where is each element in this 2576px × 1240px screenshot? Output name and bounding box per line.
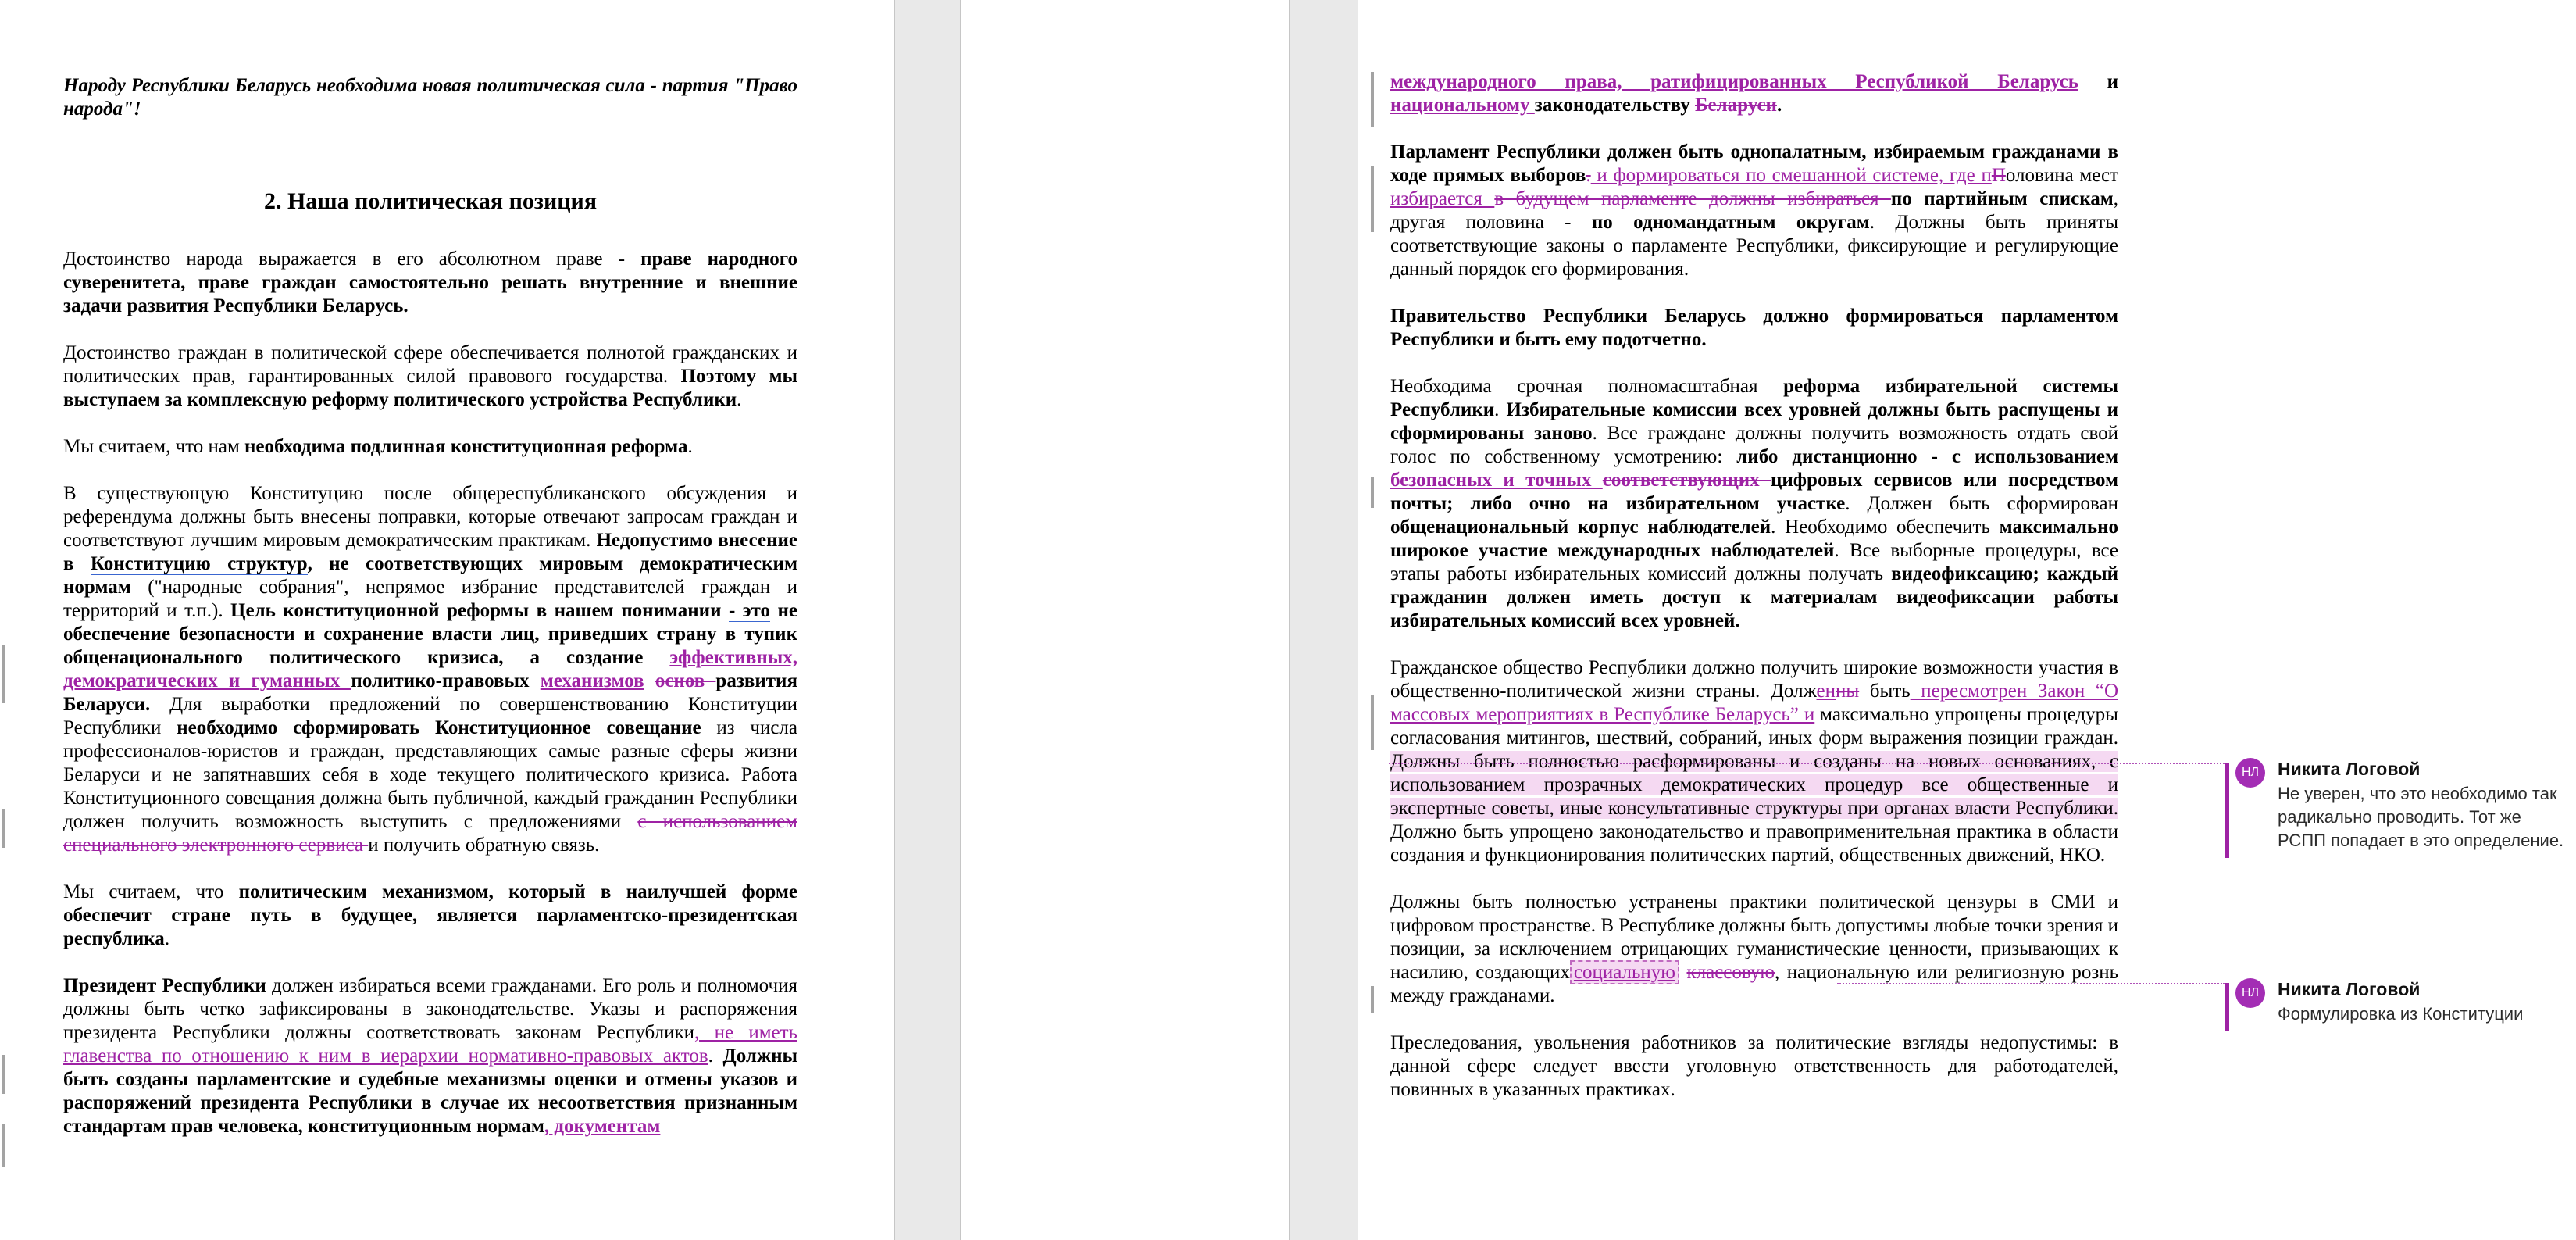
text-run: безопасных и точных: [1390, 470, 1603, 491]
text-run: , документам: [544, 1116, 661, 1137]
page-1-text[interactable]: [63, 74, 797, 1162]
comment-thread-bar[interactable]: [2225, 983, 2229, 1031]
text-run: 2. Наша политическая позиция: [263, 188, 598, 214]
text-run: [644, 670, 655, 691]
comment-connector-line: [1837, 983, 2225, 984]
change-bar: [2, 1124, 5, 1167]
paragraph[interactable]: [63, 482, 797, 857]
text-run: П: [1991, 165, 2006, 186]
text-run: Для выработки предложений по совершенствованию Конституции Республики: [63, 694, 797, 738]
text-run: .: [1586, 165, 1591, 186]
text-run: Цель конституционной реформы в нашем понимании: [230, 600, 729, 621]
text-run: и получить обратную связь.: [368, 834, 600, 856]
text-run: ны: [1836, 681, 1860, 702]
text-run: быть: [1859, 681, 1911, 702]
text-run: либо дистанционно - с использованием: [1736, 446, 2118, 467]
text-run: политико-правовых: [351, 670, 541, 691]
text-run: по одномандатным округам: [1591, 212, 1870, 233]
text-run: механизмов: [540, 670, 644, 691]
change-bar: [1371, 986, 1374, 1013]
text-run: . Должен быть сформирован: [1845, 493, 2118, 514]
paragraph[interactable]: [1390, 656, 2118, 867]
text-run: избирается: [1390, 188, 1495, 209]
text-run: ен: [1816, 681, 1836, 702]
text-run: законодательству: [1534, 95, 1695, 116]
document-slogan[interactable]: [63, 74, 797, 121]
text-run: . Все выборные процедуры, все этапы работы избирательных комиссий должны получать: [1390, 540, 2118, 584]
change-bar: [2, 809, 5, 848]
text-run: национальному: [1390, 95, 1535, 116]
avatar: НЛ: [2235, 978, 2265, 1008]
text-run: международного права, ратифицированных Республикой Беларусь: [1390, 71, 2078, 92]
text-run: .: [1776, 95, 1782, 116]
text-run: .: [708, 1045, 723, 1067]
change-bar: [1371, 477, 1374, 508]
text-run: классовую: [1686, 962, 1775, 983]
comment-card[interactable]: [2235, 758, 2571, 852]
paragraph[interactable]: [1390, 141, 2118, 281]
change-bar: [1371, 166, 1374, 232]
text-run: Должны быть полностью устранены практики политической цензуры в СМИ и цифровом пространстве. В Республике должны быть допустимы любые точки зрения и позиции, за исключением отрицающих гуманистические ценности, призывающих к насилию, создающих: [1390, 892, 2118, 983]
text-run: Должно быть упрощено законодательство и правоприменительная практика в области создания и функционирования политических партий, общественных движений, НКО.: [1390, 821, 2118, 866]
comment-anchor-text[interactable]: социальную: [1570, 960, 1679, 984]
text-run: эффективных, демократических и гуманных: [63, 647, 797, 691]
text-run: не обеспечение безопасности и сохранение власти лиц, приведших страну в тупик общенационального политического кризиса, а создание: [63, 600, 797, 668]
comment-connector-line: [1389, 763, 2225, 764]
text-run: Мы считаем, что нам: [63, 436, 245, 457]
text-run: по партийным спискам: [1890, 188, 2114, 209]
text-run: Президент Республики: [63, 975, 272, 996]
text-run: должен избираться всеми гражданами. Его роль и полномочия должны быть четко зафиксированы в законодательстве. Указы и распоряжения президента Республики должны соответствовать законам Республики: [63, 975, 797, 1043]
text-run: .: [687, 436, 693, 457]
section-heading[interactable]: [63, 190, 797, 213]
comment-card[interactable]: [2235, 978, 2571, 1026]
text-run: Преследования, увольнения работников за политические взгляды недопустимы: в данной сфере следует ввести уголовную ответственность для работодателей, повинных в указанных практиках.: [1390, 1032, 2118, 1100]
page-2-text[interactable]: [1390, 70, 2118, 1125]
text-run: Конституцию структур: [91, 553, 308, 577]
text-run: - это: [729, 600, 770, 624]
comment-body: Формулировка из Конституции: [2278, 1004, 2524, 1024]
paragraph[interactable]: [63, 435, 797, 459]
text-run: необходимо сформировать Конституционное совещание: [177, 717, 717, 738]
change-bar: [2, 1055, 5, 1094]
paragraph[interactable]: [1390, 375, 2118, 633]
text-run: , не иметь главенства по отношению к ним в иерархии нормативно-правовых актов: [63, 1022, 797, 1067]
text-run: , национальную или религиозную рознь между гражданами.: [1390, 962, 2119, 1006]
change-bar: [2, 645, 5, 703]
text-run: Гражданское общество Республики должно получить широкие возможности участия в общественно-политической жизни страны. Долж: [1390, 657, 2118, 702]
text-run: и: [2078, 71, 2118, 92]
text-run: в будущем парламенте должны избираться: [1494, 188, 1891, 209]
text-run: цифровых сервисов или посредством почты; либо очно на избирательном участке: [1390, 470, 2118, 514]
text-run: из числа профессионалов-юристов и граждан, представляющих самые разные сферы жизни Беларуси и не запятнавших себя в ходе текущего политического кризиса. Работа Конституционного совещания должна быть публичной, каждый гражданин Республики должен получить возможность выступить с предложениями: [63, 717, 797, 832]
paragraph[interactable]: [1390, 891, 2118, 1008]
text-run: развития Беларуси.: [63, 670, 797, 715]
text-run: Поэтому мы выступаем за комплексную реформу политического устройства Республики: [63, 366, 798, 410]
text-run: основ: [655, 670, 716, 691]
text-run: видеофиксацию; каждый гражданин должен иметь доступ к материалам видеофиксации работы избирательных комиссий всех уровней.: [1390, 563, 2118, 631]
text-run: Недопустимо внесение в: [63, 530, 797, 574]
paragraph[interactable]: [63, 341, 797, 412]
text-run: максимально упрощены процедуры согласования митингов, шествий, собраний, иных форм выражения позиции граждан.: [1390, 704, 2118, 749]
text-run: . Все граждане должны получить возможность отдать свой голос по собственному усмотрению:: [1390, 423, 2119, 467]
text-run: соответствующих: [1602, 470, 1771, 491]
text-run: Избирательные комиссии всех уровней должны быть распущены и сформированы заново: [1390, 399, 2119, 444]
text-run: Необходима срочная полномасштабная: [1390, 376, 1784, 397]
text-run: Народу Республики Беларусь необходима новая политическая сила - партия "Право народа"!: [63, 75, 797, 120]
text-run: Правительство Республики Беларусь должно формироваться парламентом Республики и быть ему подотчетно.: [1390, 306, 2118, 350]
text-run: Достоинство граждан в политической сфере обеспечивается полнотой гражданских и политических прав, гарантированных силой правового государства.: [63, 342, 797, 387]
text-run: максимально широкое участие международных наблюдателей: [1390, 516, 2118, 561]
paragraph[interactable]: [63, 881, 797, 951]
text-run: общенациональный корпус наблюдателей: [1390, 516, 1771, 538]
change-bar: [1371, 72, 1374, 127]
text-run: Беларуси: [1695, 95, 1777, 116]
text-run: праве народного суверенитета, праве граждан самостоятельно решать внутренние и внешние задачи развития Республики Беларусь.: [63, 248, 797, 316]
comment-author: Никита Логовой: [2278, 759, 2421, 779]
text-run: политическим механизмом, который в наилучшей форме обеспечит стране путь в будущее, является парламентско-президентская республика: [63, 881, 797, 949]
text-run: необходима подлинная конституционная реформа: [244, 436, 688, 457]
text-run: . Должны быть приняты соответствующие законы о парламенте Республики, фиксирующие и регулирующие данный порядок его формирования.: [1390, 212, 2118, 280]
text-run: Должны быть созданы парламентские и судебные механизмы оценки и отмены указов и распоряжений президента Республики в случае их несоответствия признанным стандартам прав человека, конституционным нормам: [63, 1045, 797, 1137]
text-run: Достоинство народа выражается в его абсолютном праве -: [63, 248, 641, 270]
comment-author: Никита Логовой: [2278, 979, 2421, 999]
comment-thread-bar[interactable]: [2225, 763, 2229, 858]
text-run: пересмотрен Закон “О массовых мероприятиях в Республике Беларусь” и: [1390, 681, 2119, 725]
text-run: реформа избирательной системы Республики: [1390, 376, 2118, 420]
paragraph[interactable]: [63, 248, 797, 318]
text-run: Мы считаем, что: [63, 881, 239, 902]
comment-body: Не уверен, что это необходимо так радикально проводить. Тот же РСПП попадает в это определение.: [2278, 784, 2564, 850]
page-gap-band: [1289, 0, 1358, 1240]
text-run: и формироваться по смешанной системе, где п: [1590, 165, 1992, 186]
text-run: Парламент Республики должен быть однопалатным, избираемым гражданами в ходе прямых выборов: [1390, 141, 2118, 186]
text-run: .: [737, 389, 742, 410]
text-run: ("народные собрания", непрямое избрание представителей граждан и территорий и т.п.).: [63, 577, 797, 621]
change-bar: [1371, 695, 1374, 750]
text-run: с использованием специального электронного сервиса: [63, 811, 797, 856]
text-run: В существующую Конституцию после общереспубликанского обсуждения и референдума должны быть внесены поправки, которые отвечают запросам граждан и соответствуют лучшим мировым демократическим практикам.: [63, 483, 797, 551]
continued-paragraph[interactable]: [1390, 70, 2118, 117]
text-run: .: [1494, 399, 1507, 420]
text-run: . Необходимо обеспечить: [1771, 516, 2000, 538]
page-gap-band: [894, 0, 961, 1240]
text-run: .: [164, 928, 170, 949]
paragraph[interactable]: [63, 974, 797, 1138]
avatar: НЛ: [2235, 758, 2265, 788]
text-run: , другая половина -: [1390, 188, 2119, 233]
paragraph[interactable]: [1390, 1031, 2118, 1102]
comment-anchor-text[interactable]: Должны быть полностью расформированы и созданы на новых основаниях, с использованием прозрачных демократических процедур все общественные и экспертные советы, иные консультативные структуры при органах власти Республики.: [1390, 751, 2118, 819]
text-run: , не соответствующих мировым демократическим нормам: [63, 553, 797, 598]
paragraph[interactable]: [1390, 305, 2118, 352]
text-run: оловина мест: [2005, 165, 2118, 186]
